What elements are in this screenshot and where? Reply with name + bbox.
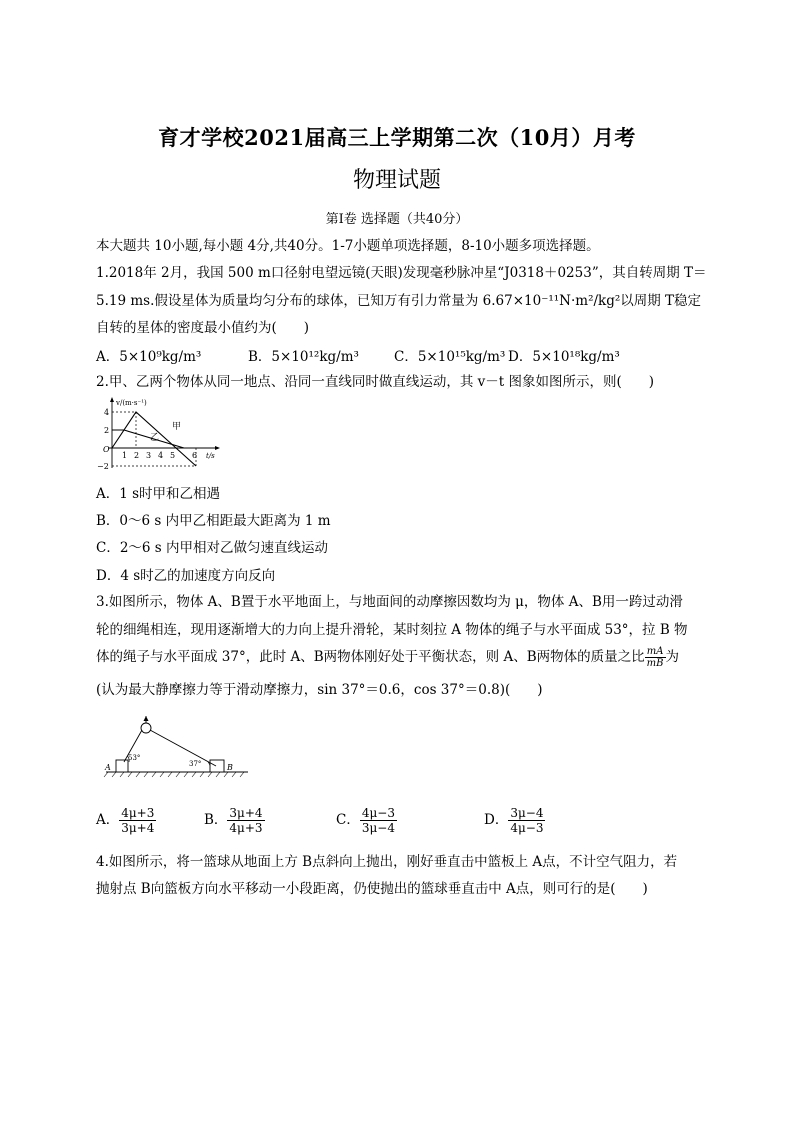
q3-option-a: A． $\frac{4\mu+3}{3\mu+4}$ bbox=[96, 806, 155, 835]
rope-b bbox=[150, 730, 216, 766]
q1-option-d: D．5×10¹⁸kg/m³ bbox=[508, 349, 620, 365]
q3-line-1: 3.如图所示，物体 A、B置于水平地面上，与地面间的动摩擦因数均为 μ，物体 A、B用一跨过动滑 bbox=[96, 594, 683, 610]
vt-ytick-2: 2 bbox=[104, 426, 110, 435]
vt-label-jia: 甲 bbox=[172, 422, 182, 432]
pulley-figure bbox=[98, 716, 254, 778]
q4-line-1: 4.如图所示，将一篮球从地面上方 B点斜向上抛出，刚好垂直击中篮板上 A点，不计空气阻力，若 bbox=[96, 854, 678, 870]
q2-option-a: A．1 s时甲和乙相遇 bbox=[96, 486, 221, 502]
q3-line-3-end: 为 bbox=[665, 649, 679, 665]
vt-y-label: v/(m·s⁻¹) bbox=[116, 399, 147, 407]
vt-xtick-4: 4 bbox=[158, 451, 164, 460]
vt-xtick-2: 2 bbox=[134, 451, 140, 460]
vt-xtick-1: 1 bbox=[122, 451, 128, 460]
q1-option-c: C．5×10¹⁵kg/m³ bbox=[394, 349, 506, 365]
vt-ytick-neg2: −2 bbox=[97, 462, 109, 471]
vt-xtick-6: 6 bbox=[192, 451, 198, 460]
q1-line-2: 5.19 ms.假设星体为质量均匀分布的球体，已知万有引力常量为 6.67×10⁻¹¹N·m²/kg²以周期 T稳定 bbox=[96, 293, 702, 309]
mass-ratio-num: mA bbox=[645, 646, 666, 658]
q2-option-b: B．0～6 s 内甲乙相距最大距离为 1 m bbox=[96, 513, 331, 529]
q1-option-a: A．5×10⁹kg/m³ bbox=[96, 349, 202, 365]
label-b: B bbox=[227, 763, 233, 772]
q3-line-3-text: 体的绳子与水平面成 37°，此时 A、B两物体刚好处于平衡状态，则 A、B两物体的质量之比 bbox=[96, 649, 645, 665]
angle-label-a: 53° bbox=[128, 754, 141, 762]
label-a: A bbox=[105, 763, 111, 772]
q3-line-4: (认为最大静摩擦力等于滑动摩擦力，sin 37°＝0.6，cos 37°＝0.8)( ) bbox=[96, 682, 543, 698]
vt-xtick-5: 5 bbox=[170, 451, 176, 460]
vt-y-arrow bbox=[110, 397, 114, 402]
q2-option-c: C．2～6 s 内甲相对乙做匀速直线运动 bbox=[96, 540, 329, 556]
q1-option-b: B．5×10¹²kg/m³ bbox=[248, 349, 359, 365]
vt-xtick-3: 3 bbox=[146, 451, 152, 460]
exam-title: 育才学校2021届高三上学期第二次（10月）月考 bbox=[158, 125, 636, 150]
vt-ytick-4: 4 bbox=[104, 408, 110, 417]
mass-ratio bbox=[645, 646, 666, 669]
q1-line-3: 自转的星体的密度最小值约为( ) bbox=[96, 320, 310, 336]
pulley-wheel bbox=[141, 723, 151, 733]
vt-label-yi: 乙 bbox=[150, 433, 160, 443]
q3-line-3 bbox=[96, 646, 679, 669]
exam-subtitle: 物理试题 bbox=[352, 168, 441, 193]
ground-hatch bbox=[104, 772, 244, 777]
mass-ratio-den: mB bbox=[646, 658, 664, 669]
q4-line-2: 抛射点 B向篮板方向水平移动一小段距离，仍使抛出的篮球垂直击中 A点，则可行的是( ) bbox=[96, 881, 648, 897]
vt-graph bbox=[94, 396, 224, 472]
vt-x-arrow bbox=[215, 446, 220, 450]
q3-option-c: C． $\frac{4\mu-3}{3\mu-4}$ bbox=[336, 806, 395, 835]
up-arrow-icon bbox=[144, 716, 149, 721]
q3-option-d: D． $\frac{3\mu-4}{4\mu-3}$ bbox=[484, 806, 544, 835]
q1-line-1: 1.2018年 2月，我国 500 m口径射电望远镜(天眼)发现毫秒脉冲星“J0318＋0253”，其自转周期 T＝ bbox=[96, 265, 707, 281]
q3-line-2: 轮的细绳相连，现用逐渐增大的力向上提升滑轮，某时刻拉 A 物体的绳子与水平面成 53°，拉 B 物 bbox=[96, 622, 688, 638]
angle-label-b: 37° bbox=[189, 760, 202, 768]
instructions-text: 本大题共 10小题,每小题 4分,共40分。1-7小题单项选择题，8-10小题多项选择题。 bbox=[96, 238, 600, 254]
vt-x-label: t/s bbox=[206, 452, 215, 460]
block-b bbox=[210, 760, 224, 772]
block-a bbox=[116, 760, 128, 772]
q3-option-b: B． $\frac{3\mu+4}{4\mu+3}$ bbox=[204, 806, 263, 835]
q2-stem: 2.甲、乙两个物体从同一地点、沿同一直线同时做直线运动，其 v－t 图象如图所示，则( ) bbox=[96, 374, 655, 390]
section-heading: 第Ⅰ卷 选择题（共40分） bbox=[325, 212, 469, 227]
vt-origin: O bbox=[103, 445, 110, 454]
q2-option-d: D．4 s时乙的加速度方向反向 bbox=[96, 568, 276, 584]
